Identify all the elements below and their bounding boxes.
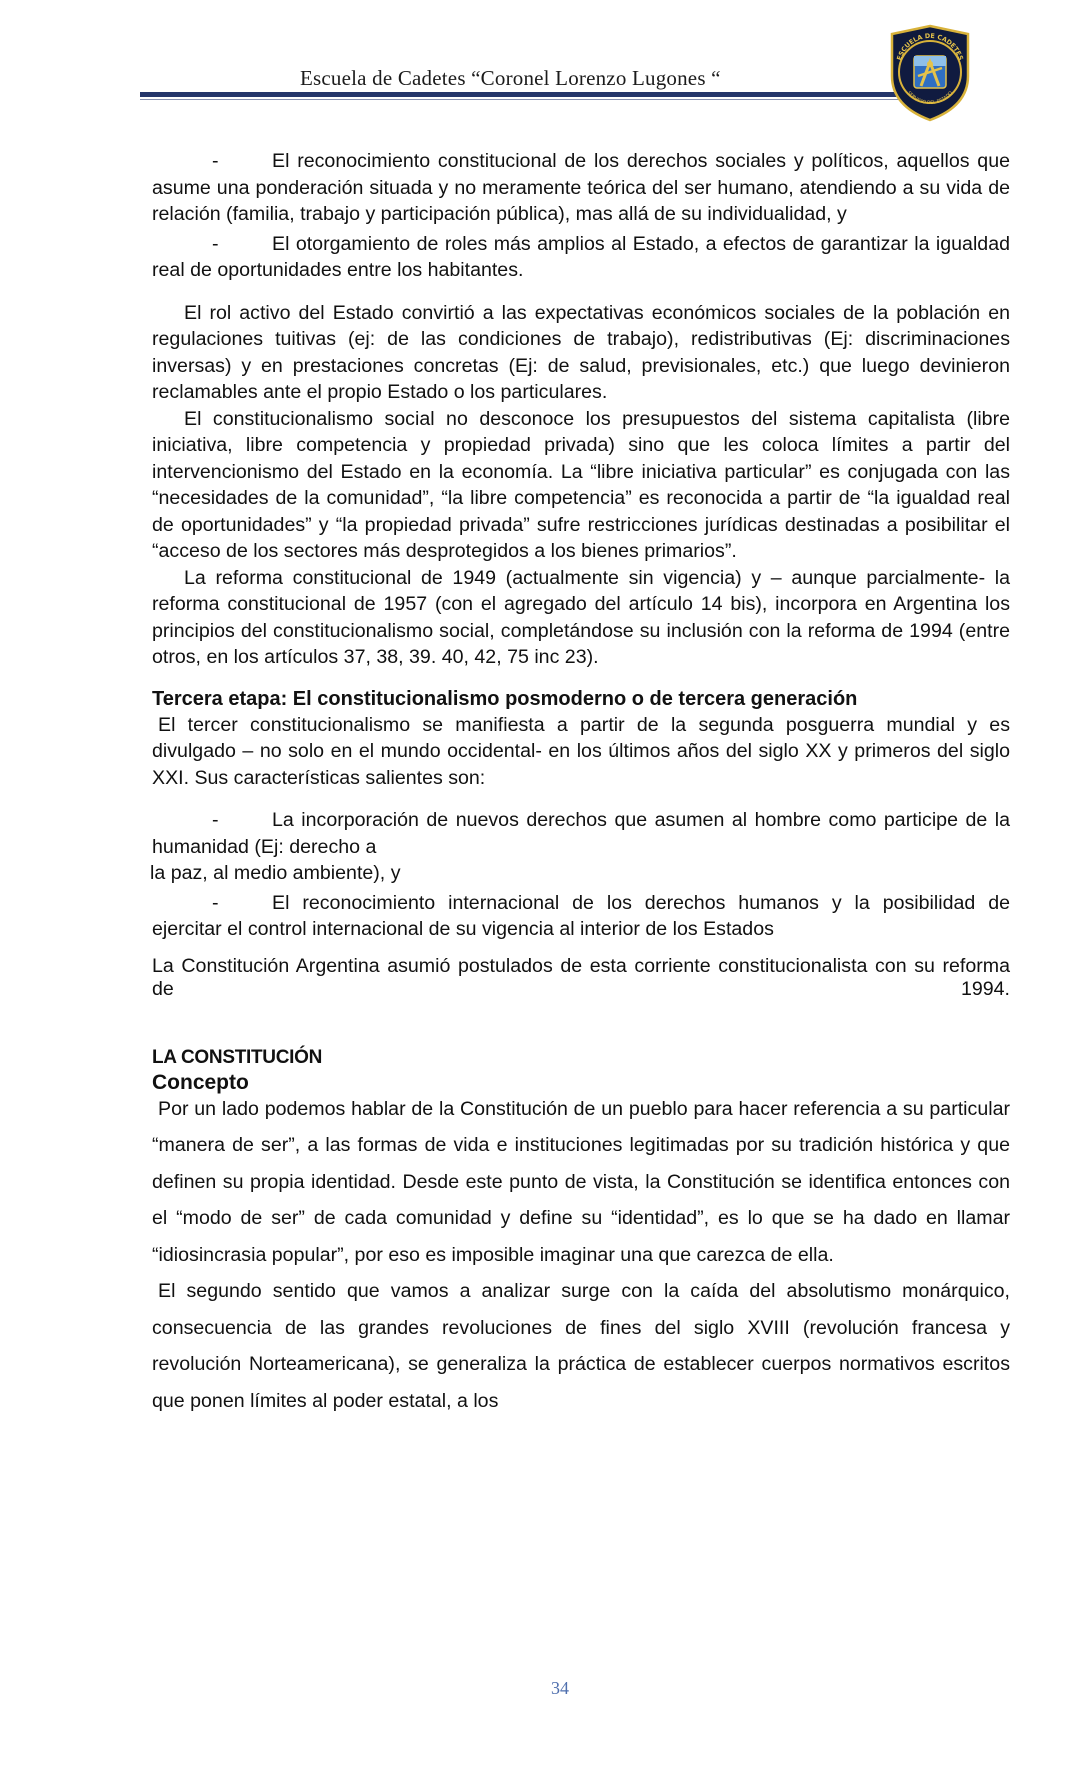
header-rule-thin (140, 99, 930, 100)
paragraph-third-constitutionalism: El tercer constitucionalismo se manifiesta a partir de la segunda posguerra mundial y es divulgado – no solo en el mundo occidental- en los últimos años del siglo XX y primeros del siglo XXI. Sus características salientes son: (152, 713, 1010, 789)
bullet-item-international-recognition (152, 890, 1010, 943)
paragraph-social-constitutionalism: El constitucionalismo social no desconoce los presupuestos del sistema capitalista (libre iniciativa, libre competencia y propiedad privada) sino que les coloca límites a partir del intervencionismo del Estado en la economía. La “libre iniciativa particular” es conjugada con las “necesidades de la comunidad”, “la libre competencia” es reconocida a partir de “la igualdad real de oportunidades” y “la propiedad privada” sufre restricciones jurídicas destinadas a posibilitar el “acceso de los sectores más desprotegidos a los bienes primarios”. (152, 407, 1010, 562)
bullet-dash: - (212, 232, 219, 255)
bullet-text: El reconocimiento constitucional de los derechos sociales y políticos, aquellos que asume una ponderación situada y no meramente teórica del ser humano, atendiendo a su vida de relación (familia, trabajo y participación pública), mas allá de su individualidad, y (152, 150, 1010, 225)
bullet-dash: - (212, 891, 219, 914)
paragraph-reforms: La reforma constitucional de 1949 (actualmente sin vigencia) y – aunque parcialmente- la reforma constitucional de 1957 (con el agregado del artículo 14 bis), incorpora en Argentina los principios del constitucionalismo social, completándose su inclusión con la reforma de 1994 (entre otros, en los artículos 37, 38, 39. 40, 42, 75 inc 23). (152, 566, 1010, 668)
page-number: 34 (551, 1678, 569, 1698)
bullet-text: El otorgamiento de roles más amplios al Estado, a efectos de garantizar la igualdad real de oportunidades entre los habitantes. (152, 232, 1010, 281)
bullet-dash: - (212, 809, 219, 831)
school-crest-logo (888, 24, 972, 122)
document-body (152, 148, 1010, 1419)
bullet-item-new-rights (152, 807, 1010, 887)
bullet-dash: - (212, 150, 219, 172)
bullet-text: La incorporación de nuevos derechos que asumen al hombre como participe de la humanidad (Ej: derecho a (152, 809, 1010, 858)
bullet-item-state-roles (152, 231, 1010, 284)
subheading-concepto: Concepto (152, 1070, 249, 1094)
section-heading-third-stage: Tercera etapa: El constitucionalismo posmoderno o de tercera generación (152, 687, 858, 710)
paragraph-concept-second-sense: El segundo sentido que vamos a analizar surge con la caída del absolutismo monárquico, consecuencia de las grandes revoluciones de fines del siglo XVIII (revolución francesa y revolución Norteamericana), se generaliza la práctica de establecer cuerpos normativos escritos que ponen límites al poder estatal, a los (152, 1280, 1010, 1412)
paragraph-argentina-1994 (152, 955, 1010, 1001)
bullet-text: El reconocimiento internacional de los derechos humanos y la posibilidad de ejercitar el control internacional de su vigencia al interior de los Estados (152, 891, 1010, 940)
logo-text-top: ESCUELA DE CADETES (895, 31, 965, 62)
bullet-item-social-rights (152, 148, 1010, 228)
logo-text-bottom: SERVICIO DEL ESTADO (905, 90, 955, 107)
header-title: Escuela de Cadetes “Coronel Lorenzo Lugones “ (300, 66, 721, 90)
bullet-text-continuation: la paz, al medio ambiente), y (150, 862, 401, 884)
header-rule (140, 92, 930, 97)
section-heading-la-constitucion: LA CONSTITUCIÓN (152, 1046, 323, 1068)
paragraph-active-state: El rol activo del Estado convirtió a las expectativas económicos sociales de la población en regulaciones tuitivas (ej: de las condiciones de trabajo), redistributivas (Ej: discriminaciones inversas) y en prestaciones concretas (Ej: de salud, previsionales, etc.) que luego devinieron reclamables ante el propio Estado o los particulares. (152, 301, 1010, 403)
paragraph-concept-first-sense: Por un lado podemos hablar de la Constitución de un pueblo para hacer referencia a su particular “manera de ser”, a las formas de vida e instituciones legitimadas por su tradición histórica y que definen su propia identidad. Desde este punto de vista, la Constitución se identifica entonces con el “modo de ser” de cada comunidad y define su “identidad”, es lo que se ha dado en llamar “idiosincrasia popular”, por eso es imposible imaginar una que carezca de ella. (152, 1097, 1010, 1266)
paragraph-text: La Constitución Argentina asumió postulados de esta corriente constitucionalista con su reforma de 1994. (152, 954, 1010, 1000)
